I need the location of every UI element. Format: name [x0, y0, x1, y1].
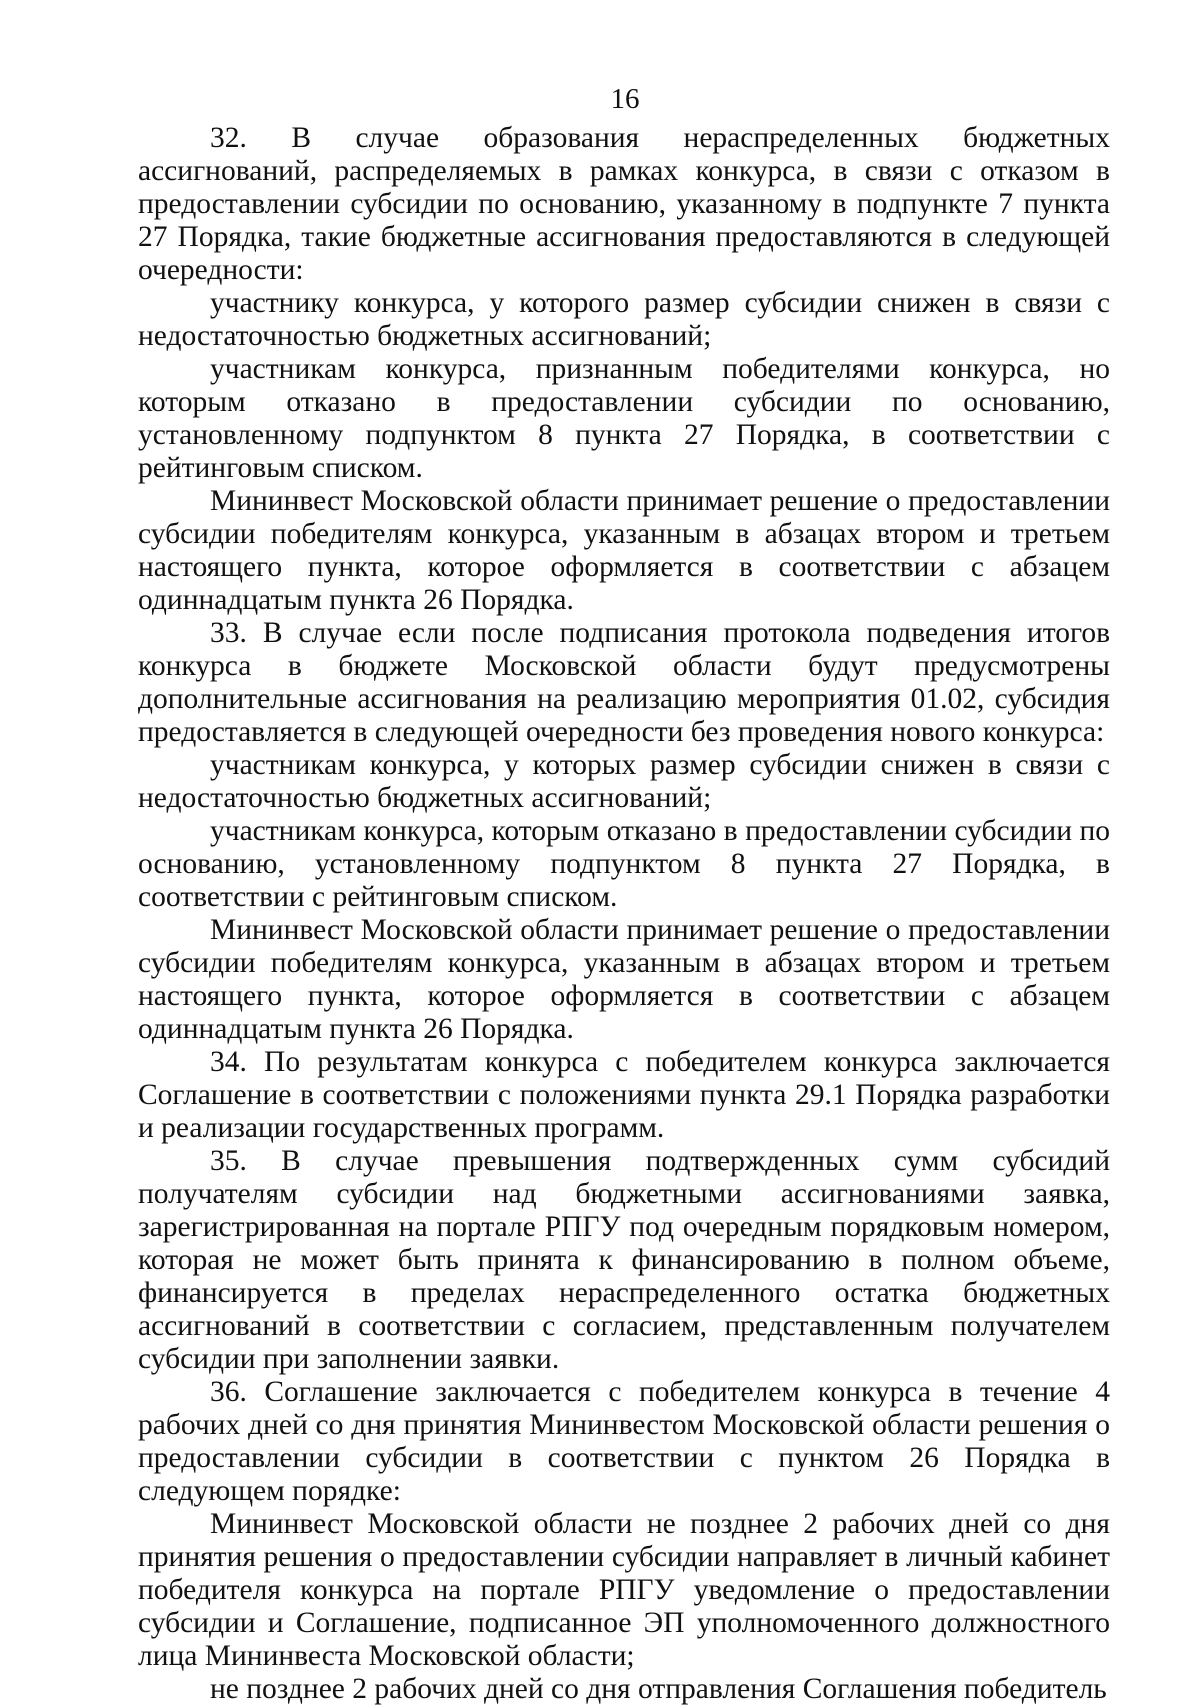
paragraph-33-decision: Мининвест Московской области принимает решение о предоставлении субсидии победителям конкурса, указанным в абзацах втором и третьем настоящего пункта, которое оформляется в соответствии с абзацем одиннадцатым пункта 26 Порядка. — [138, 914, 1110, 1045]
paragraph-33: 33. В случае если после подписания протокола подведения итогов конкурса в бюджете Московской области будут предусмотрены дополнительные ассигнования на реализацию мероприятия 01.02, субсидия предоставляется в следующей очередности без проведения нового конкурса: — [138, 617, 1110, 748]
paragraph-35: 35. В случае превышения подтвержденных сумм субсидий получателям субсидии над бюджетными ассигнованиями заявка, зарегистрированная на портале РПГУ под очередным порядковым номером, которая не может быть принята к финансированию в полном объеме, финансируется в пределах нераспределенного остатка бюджетных ассигнований в соответствии с согласием, представленным получателем субсидии при заполнении заявки. — [138, 1145, 1110, 1375]
paragraph-32: 32. В случае образования нераспределенных бюджетных ассигнований, распределяемых в рамках конкурса, в связи с отказом в предоставлении субсидии по основанию, указанному в подпункте 7 пункта 27 Порядка, такие бюджетные ассигнования предоставляются в следующей очередности: — [138, 122, 1110, 286]
page-number: 16 — [610, 83, 640, 115]
paragraph-34: 34. По результатам конкурса с победителем конкурса заключается Соглашение в соответствии с положениями пункта 29.1 Порядка разработки и реализации государственных программ. — [138, 1046, 1110, 1144]
paragraph-33-item-2: участникам конкурса, которым отказано в предоставлении субсидии по основанию, установленному подпунктом 8 пункта 27 Порядка, в соответствии с рейтинговым списком. — [138, 815, 1110, 913]
paragraph-32-decision: Мининвест Московской области принимает решение о предоставлении субсидии победителям конкурса, указанным в абзацах втором и третьем настоящего пункта, которое оформляется в соответствии с абзацем одиннадцатым пункта 26 Порядка. — [138, 485, 1110, 616]
paragraph-32-item-1: участнику конкурса, у которого размер субсидии снижен в связи с недостаточностью бюджетных ассигнований; — [138, 287, 1110, 352]
paragraph-32-item-2: участникам конкурса, признанным победителями конкурса, но которым отказано в предоставлении субсидии по основанию, установленному подпунктом 8 пункта 27 Порядка, в соответствии с рейтинговым списком. — [138, 353, 1110, 484]
document-body — [138, 122, 1110, 1706]
paragraph-33-item-1: участникам конкурса, у которых размер субсидии снижен в связи с недостаточностью бюджетных ассигнований; — [138, 749, 1110, 814]
paragraph-36-item-2: не позднее 2 рабочих дней со дня отправления Соглашения победитель — [210, 1673, 1107, 1705]
paragraph-36-item-1: Мининвест Московской области не позднее 2 рабочих дней со дня принятия решения о предоставлении субсидии направляет в личный кабинет победителя конкурса на портале РПГУ уведомление о предоставлении субсидии и Соглашение, подписанное ЭП уполномоченного должностного лица Мининвеста Московской области; — [138, 1508, 1110, 1672]
paragraph-36: 36. Соглашение заключается с победителем конкурса в течение 4 рабочих дней со дня принятия Мининвестом Московской области решения о предоставлении субсидии в соответствии с пунктом 26 Порядка в следующем порядке: — [138, 1376, 1110, 1507]
